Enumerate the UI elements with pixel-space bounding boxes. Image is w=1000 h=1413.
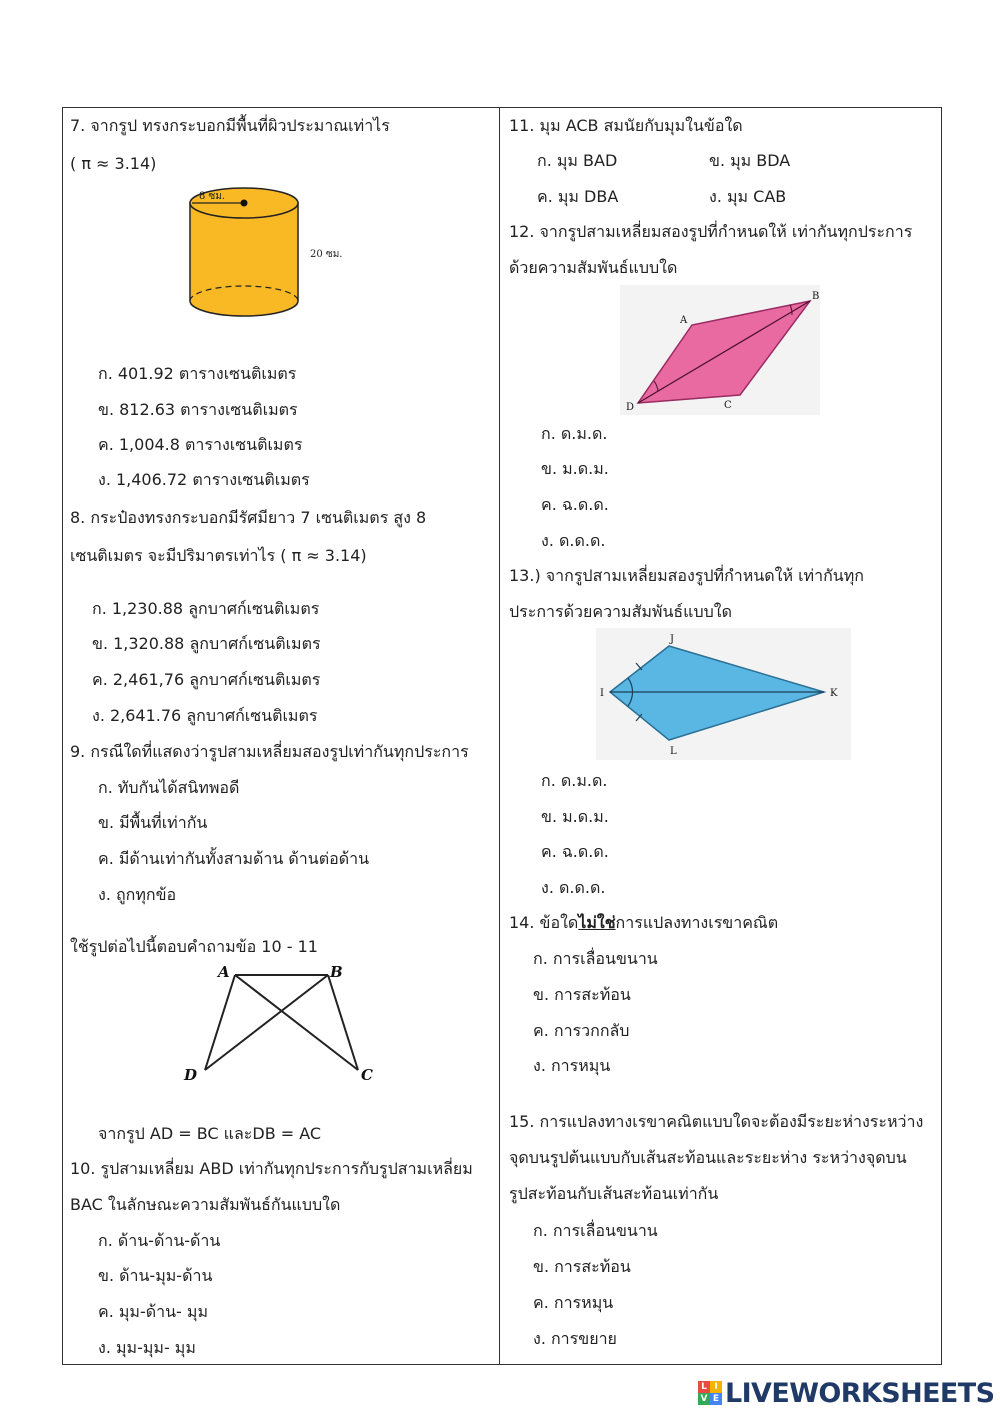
q15-title-line3: รูปสะท้อนกับเส้นสะท้อนเท่ากัน [509, 1184, 719, 1203]
label-a: A [218, 963, 230, 981]
label-a: A [680, 315, 688, 326]
q10-title-line1: 10. รูปสามเหลี่ยม ABD เท่ากันทุกประการกับรูปสามเหลี่ยม [70, 1159, 473, 1178]
q10-choice-c[interactable]: ค. มุม-ด้าน- มุม [98, 1302, 209, 1321]
q13-title-line2: ประการด้วยความสัมพันธ์แบบใด [509, 602, 732, 621]
q11-title: 11. มุม ACB สมนัยกับมุมในข้อใด [509, 116, 743, 135]
q9-title: 9. กรณีใดที่แสดงว่ารูปสามเหลี่ยมสองรูปเท่ากันทุกประการ [70, 742, 469, 761]
cylinder-figure [188, 185, 368, 325]
q9-choice-d[interactable]: ง. ถูกทุกข้อ [98, 885, 177, 904]
q10-title-line2: BAC ในลักษณะความสัมพันธ์กันแบบใด [70, 1195, 341, 1214]
q14-prefix: 14. ข้อใด [509, 913, 579, 932]
q10-choice-a[interactable]: ก. ด้าน-ด้าน-ด้าน [98, 1231, 221, 1250]
q13-choice-d[interactable]: ง. ด.ด.ด. [541, 878, 606, 897]
q12-choice-b[interactable]: ข. ม.ด.ม. [541, 459, 609, 478]
kite-figure [596, 628, 856, 763]
q12-choice-d[interactable]: ง. ด.ด.ด. [541, 531, 606, 550]
q13-choice-b[interactable]: ข. ม.ด.ม. [541, 807, 609, 826]
diagonal-ac [235, 975, 358, 1070]
q7-choice-b[interactable]: ข. 812.63 ตารางเซนติเมตร [98, 400, 298, 419]
label-j: J [670, 634, 675, 645]
q14-emphasis: ไม่ใช่ [578, 913, 616, 932]
q8-choice-d[interactable]: ง. 2,641.76 ลูกบาศก์เซนติเมตร [92, 706, 318, 725]
diagonal-bd [205, 975, 328, 1070]
q14-choice-c[interactable]: ค. การวกกลับ [533, 1021, 630, 1040]
label-d: D [184, 1066, 198, 1084]
q7-title: 7. จากรูป ทรงกระบอกมีพื้นที่ผิวประมาณเท่าไร [70, 116, 390, 135]
q9-choice-c[interactable]: ค. มีด้านเท่ากันทั้งสามด้าน ด้านต่อด้าน [98, 849, 370, 868]
q14-choice-a[interactable]: ก. การเลื่อนขนาน [533, 949, 658, 968]
q12-title-line1: 12. จากรูปสามเหลี่ยมสองรูปที่กำหนดให้ เท่ากันทุกประการ [509, 222, 913, 241]
q15-title-line2: จุดบนรูปต้นแบบกับเส้นสะท้อนและระยะห่าง ระหว่างจุดบน [509, 1148, 907, 1167]
side-bc [328, 975, 358, 1070]
side-ad [205, 975, 235, 1070]
q14-suffix: การแปลงทางเรขาคณิต [615, 913, 779, 932]
q15-choice-c[interactable]: ค. การหมุน [533, 1293, 614, 1312]
q8-choice-b[interactable]: ข. 1,320.88 ลูกบาศก์เซนติเมตร [92, 634, 321, 653]
q11-choice-c[interactable]: ค. มุม DBA [537, 187, 619, 206]
rhombus-figure [620, 285, 830, 420]
q10-choice-b[interactable]: ข. ด้าน-มุม-ด้าน [98, 1266, 213, 1285]
radius-label: 8 ซม. [199, 191, 226, 202]
label-c: C [724, 400, 732, 411]
q8-title-line1: 8. กระป๋องทรงกระบอกมีรัศมียาว 7 เซนติเมตร สูง 8 [70, 508, 427, 527]
label-i: I [600, 688, 604, 699]
q15-choice-a[interactable]: ก. การเลื่อนขนาน [533, 1221, 658, 1240]
label-c: C [361, 1066, 373, 1084]
fig10-intro: ใช้รูปต่อไปนี้ตอบคำถามข้อ 10 - 11 [70, 937, 318, 956]
q14-choice-b[interactable]: ข. การสะท้อน [533, 985, 631, 1004]
q7-choice-c[interactable]: ค. 1,004.8 ตารางเซนติเมตร [98, 435, 303, 454]
q11-choice-b[interactable]: ข. มุม BDA [709, 151, 791, 170]
q7-pi-note: ( π ≈ 3.14) [70, 154, 157, 173]
q8-title-line2: เซนติเมตร จะมีปริมาตรเท่าไร ( π ≈ 3.14) [70, 546, 367, 565]
q15-choice-d[interactable]: ง. การขยาย [533, 1329, 617, 1348]
q11-choice-a[interactable]: ก. มุม BAD [537, 151, 618, 170]
fig10-given: จากรูป AD = BC และDB = AC [98, 1124, 322, 1143]
q9-choice-a[interactable]: ก. ทับกันได้สนิทพอดี [98, 778, 240, 797]
label-b: B [330, 963, 343, 981]
q7-choice-a[interactable]: ก. 401.92 ตารางเซนติเมตร [98, 364, 297, 383]
q11-choice-d[interactable]: ง. มุม CAB [709, 187, 787, 206]
crossed-quadrilateral-figure [180, 960, 390, 1090]
liveworksheets-wordmark: LIVEWORKSHEETS [725, 1377, 995, 1409]
q14-choice-d[interactable]: ง. การหมุน [533, 1056, 611, 1075]
q13-choice-c[interactable]: ค. ฉ.ด.ด. [541, 842, 609, 861]
q12-title-line2: ด้วยความสัมพันธ์แบบใด [509, 258, 678, 277]
liveworksheets-logo-icon: L I V E [698, 1381, 722, 1405]
q12-choice-c[interactable]: ค. ฉ.ด.ด. [541, 495, 609, 514]
q15-choice-b[interactable]: ข. การสะท้อน [533, 1257, 631, 1276]
label-d: D [626, 402, 635, 413]
q15-title-line1: 15. การแปลงทางเรขาคณิตแบบใดจะต้องมีระยะห่างระหว่าง [509, 1112, 924, 1131]
q7-choice-d[interactable]: ง. 1,406.72 ตารางเซนติเมตร [98, 470, 310, 489]
q12-choice-a[interactable]: ก. ด.ม.ด. [541, 424, 608, 443]
label-l: L [670, 746, 677, 757]
label-b: B [812, 291, 820, 302]
q14-title [509, 913, 778, 933]
q13-title-line1: 13.) จากรูปสามเหลี่ยมสองรูปที่กำหนดให้ เท่ากันทุก [509, 566, 864, 585]
column-divider [499, 107, 500, 1365]
q10-choice-d[interactable]: ง. มุม-มุม- มุม [98, 1338, 196, 1357]
cylinder-body [190, 203, 298, 316]
q13-choice-a[interactable]: ก. ด.ม.ด. [541, 771, 608, 790]
q8-choice-c[interactable]: ค. 2,461,76 ลูกบาศก์เซนติเมตร [92, 670, 321, 689]
height-label: 20 ซม. [310, 249, 343, 260]
liveworksheets-brand[interactable] [698, 1378, 994, 1408]
cylinder-center-dot [241, 200, 248, 207]
label-k: K [830, 688, 838, 699]
q9-choice-b[interactable]: ข. มีพื้นที่เท่ากัน [98, 813, 208, 832]
q8-choice-a[interactable]: ก. 1,230.88 ลูกบาศก์เซนติเมตร [92, 599, 320, 618]
